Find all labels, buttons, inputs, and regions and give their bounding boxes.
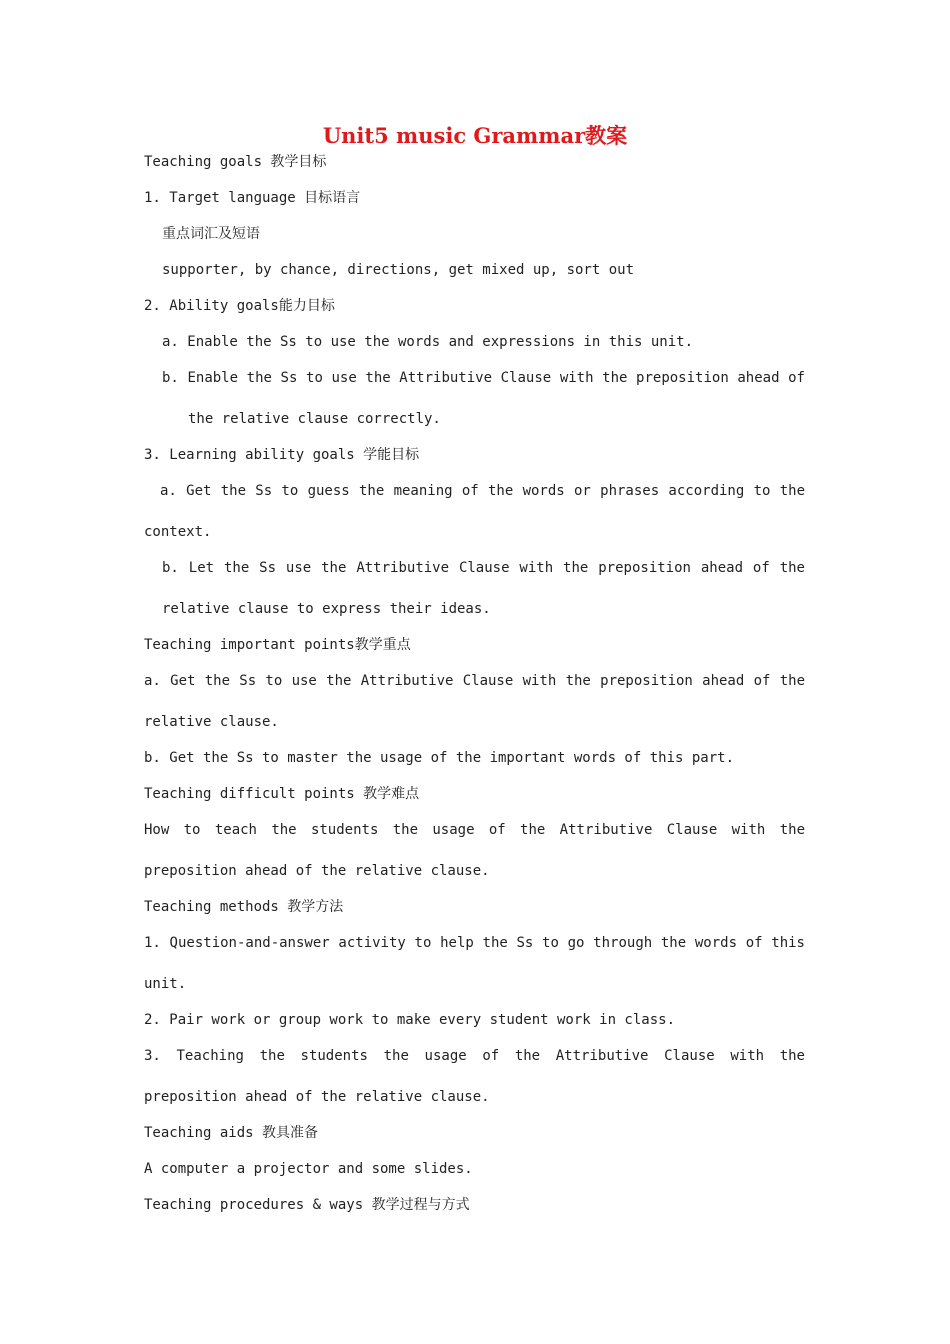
important-point-a-cont: relative clause.: [144, 714, 279, 730]
ability-goal-b: b. Enable the Ss to use the Attributive Clause with the preposition ahead of: [162, 370, 805, 386]
difficult-point: How to teach the students the usage of the Attributive Clause with the: [144, 822, 805, 838]
heading-teaching-procedures: Teaching procedures & ways 教学过程与方式: [144, 1197, 470, 1213]
item-target-language: 1. Target language 目标语言: [144, 190, 361, 206]
key-vocabulary-list: supporter, by chance, directions, get mixed up, sort out: [162, 262, 635, 278]
key-vocabulary-label: 重点词汇及短语: [162, 226, 260, 242]
teaching-aids-text: A computer a projector and some slides.: [144, 1161, 473, 1177]
item-ability-goals: 2. Ability goals能力目标: [144, 298, 335, 314]
method-1-cont: unit.: [144, 976, 187, 992]
heading-difficult-points: Teaching difficult points 教学难点: [144, 786, 420, 802]
learning-goal-b-cont: relative clause to express their ideas.: [162, 601, 491, 617]
important-point-b: b. Get the Ss to master the usage of the important words of this part.: [144, 750, 735, 766]
heading-teaching-aids: Teaching aids 教具准备: [144, 1125, 319, 1141]
heading-important-points: Teaching important points教学重点: [144, 637, 411, 653]
heading-teaching-methods: Teaching methods 教学方法: [144, 899, 344, 915]
method-1: 1. Question-and-answer activity to help the Ss to go through the words of this: [144, 935, 805, 951]
important-point-a: a. Get the Ss to use the Attributive Clause with the preposition ahead of the: [144, 673, 805, 689]
learning-goal-a: a. Get the Ss to guess the meaning of the words or phrases according to the: [160, 483, 805, 499]
learning-goal-b: b. Let the Ss use the Attributive Clause with the preposition ahead of the: [162, 560, 805, 576]
heading-teaching-goals: Teaching goals 教学目标: [144, 154, 327, 170]
ability-goal-a: a. Enable the Ss to use the words and expressions in this unit.: [162, 334, 694, 350]
method-2: 2. Pair work or group work to make every student work in class.: [144, 1012, 676, 1028]
method-3-cont: preposition ahead of the relative clause.: [144, 1089, 490, 1105]
difficult-point-cont: preposition ahead of the relative clause.: [144, 863, 490, 879]
learning-goal-a-cont: context.: [144, 524, 212, 540]
document-title: Unit5 music Grammar教案: [322, 123, 628, 148]
item-learning-ability-goals: 3. Learning ability goals 学能目标: [144, 447, 420, 463]
ability-goal-b-cont: the relative clause correctly.: [188, 411, 441, 427]
method-3: 3. Teaching the students the usage of the Attributive Clause with the: [144, 1048, 805, 1064]
